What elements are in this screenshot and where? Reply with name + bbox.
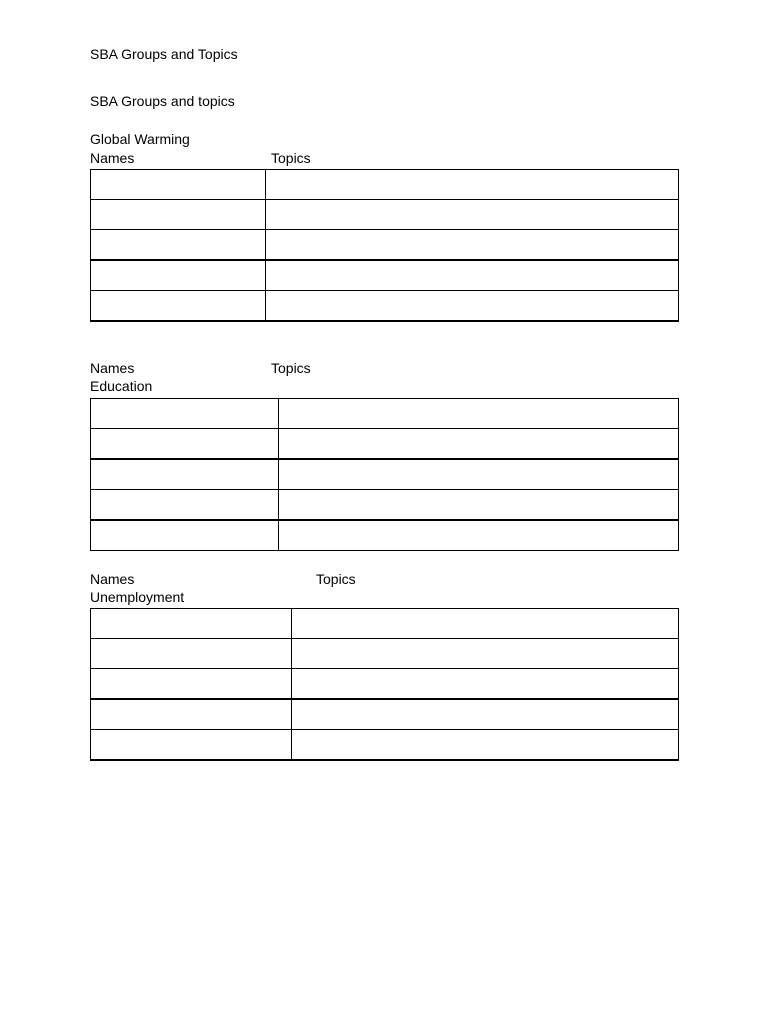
name-cell[interactable]: [91, 429, 279, 460]
group-title-unemployment: Unemployment: [90, 589, 185, 605]
topic-cell[interactable]: [292, 699, 679, 730]
table-row: [91, 170, 679, 200]
names-column-label: Names: [90, 571, 135, 587]
topic-cell[interactable]: [292, 669, 679, 700]
global-warming-table: [90, 169, 679, 322]
topic-cell[interactable]: [292, 609, 679, 639]
topic-cell[interactable]: [292, 730, 679, 761]
name-cell[interactable]: [91, 520, 279, 551]
table-row: [91, 730, 679, 761]
document-subtitle: SBA Groups and topics: [90, 93, 235, 109]
table-row: [91, 399, 679, 429]
document-title: SBA Groups and Topics: [90, 46, 238, 62]
table-row: [91, 609, 679, 639]
name-cell[interactable]: [91, 639, 292, 669]
education-table: [90, 398, 679, 551]
topic-cell[interactable]: [266, 291, 679, 322]
name-cell[interactable]: [91, 200, 266, 230]
table-row: [91, 639, 679, 669]
name-cell[interactable]: [91, 609, 292, 639]
name-cell[interactable]: [91, 170, 266, 200]
topic-cell[interactable]: [279, 520, 679, 551]
table-row: [91, 291, 679, 322]
topic-cell[interactable]: [292, 639, 679, 669]
unemployment-table: [90, 608, 679, 761]
names-column-label: Names: [90, 360, 135, 376]
topics-column-label: Topics: [271, 360, 311, 376]
table-row: [91, 429, 679, 460]
topic-cell[interactable]: [266, 260, 679, 291]
table-row: [91, 230, 679, 261]
table-row: [91, 520, 679, 551]
topic-cell[interactable]: [266, 200, 679, 230]
table-row: [91, 669, 679, 700]
table-row: [91, 459, 679, 490]
topic-cell[interactable]: [279, 429, 679, 460]
name-cell[interactable]: [91, 260, 266, 291]
name-cell[interactable]: [91, 459, 279, 490]
topics-column-label: Topics: [271, 150, 311, 166]
name-cell[interactable]: [91, 399, 279, 429]
topics-column-label: Topics: [316, 571, 356, 587]
topic-cell[interactable]: [279, 399, 679, 429]
topic-cell[interactable]: [266, 230, 679, 261]
table-row: [91, 699, 679, 730]
name-cell[interactable]: [91, 699, 292, 730]
topic-cell[interactable]: [266, 170, 679, 200]
names-column-label: Names: [90, 150, 135, 166]
topic-cell[interactable]: [279, 459, 679, 490]
topic-cell[interactable]: [279, 490, 679, 521]
name-cell[interactable]: [91, 230, 266, 261]
table-row: [91, 200, 679, 230]
group-title-education: Education: [90, 378, 153, 394]
group-title-global-warming: Global Warming: [90, 131, 190, 147]
name-cell[interactable]: [91, 490, 279, 521]
table-row: [91, 490, 679, 521]
name-cell[interactable]: [91, 669, 292, 700]
name-cell[interactable]: [91, 730, 292, 761]
table-row: [91, 260, 679, 291]
name-cell[interactable]: [91, 291, 266, 322]
